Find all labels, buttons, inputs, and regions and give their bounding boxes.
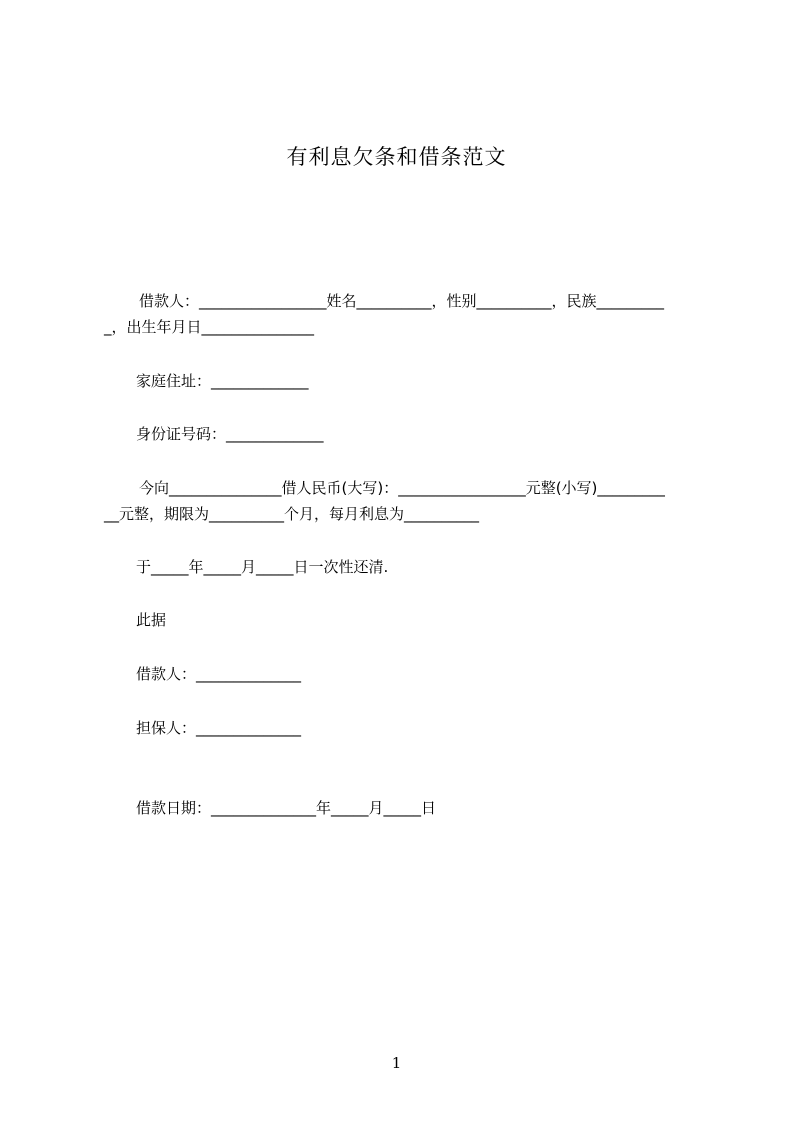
borrower-info-line-1: 借款人：_________________姓名__________，性别__________，民族_________ (139, 292, 665, 310)
loan-amount-paragraph (104, 475, 704, 527)
borrower-signature-line: 借款人：______________ (136, 665, 302, 683)
basis-line: 此据 (136, 611, 167, 629)
loan-date-line: 借款日期：______________年_____月_____日 (136, 799, 437, 817)
borrower-info-paragraph (104, 288, 704, 340)
repayment-line: 于_____年_____月_____日一次性还清. (136, 558, 389, 576)
loan-amount-line-2: __元整，期限为__________个月，每月利息为__________ (104, 505, 480, 523)
address-line: 家庭住址：_____________ (136, 372, 309, 390)
borrower-info-line-2: _，出生年月日_______________ (104, 318, 315, 336)
guarantor-signature-line: 担保人：______________ (136, 719, 302, 737)
document-title: 有利息欠条和借条范文 (286, 145, 507, 169)
id-number-line: 身份证号码：_____________ (136, 425, 324, 443)
loan-amount-line-1: 今向_______________借人民币(大写)：_________________元整(小写)_________ (139, 479, 665, 497)
page-number: 1 (391, 1054, 402, 1072)
